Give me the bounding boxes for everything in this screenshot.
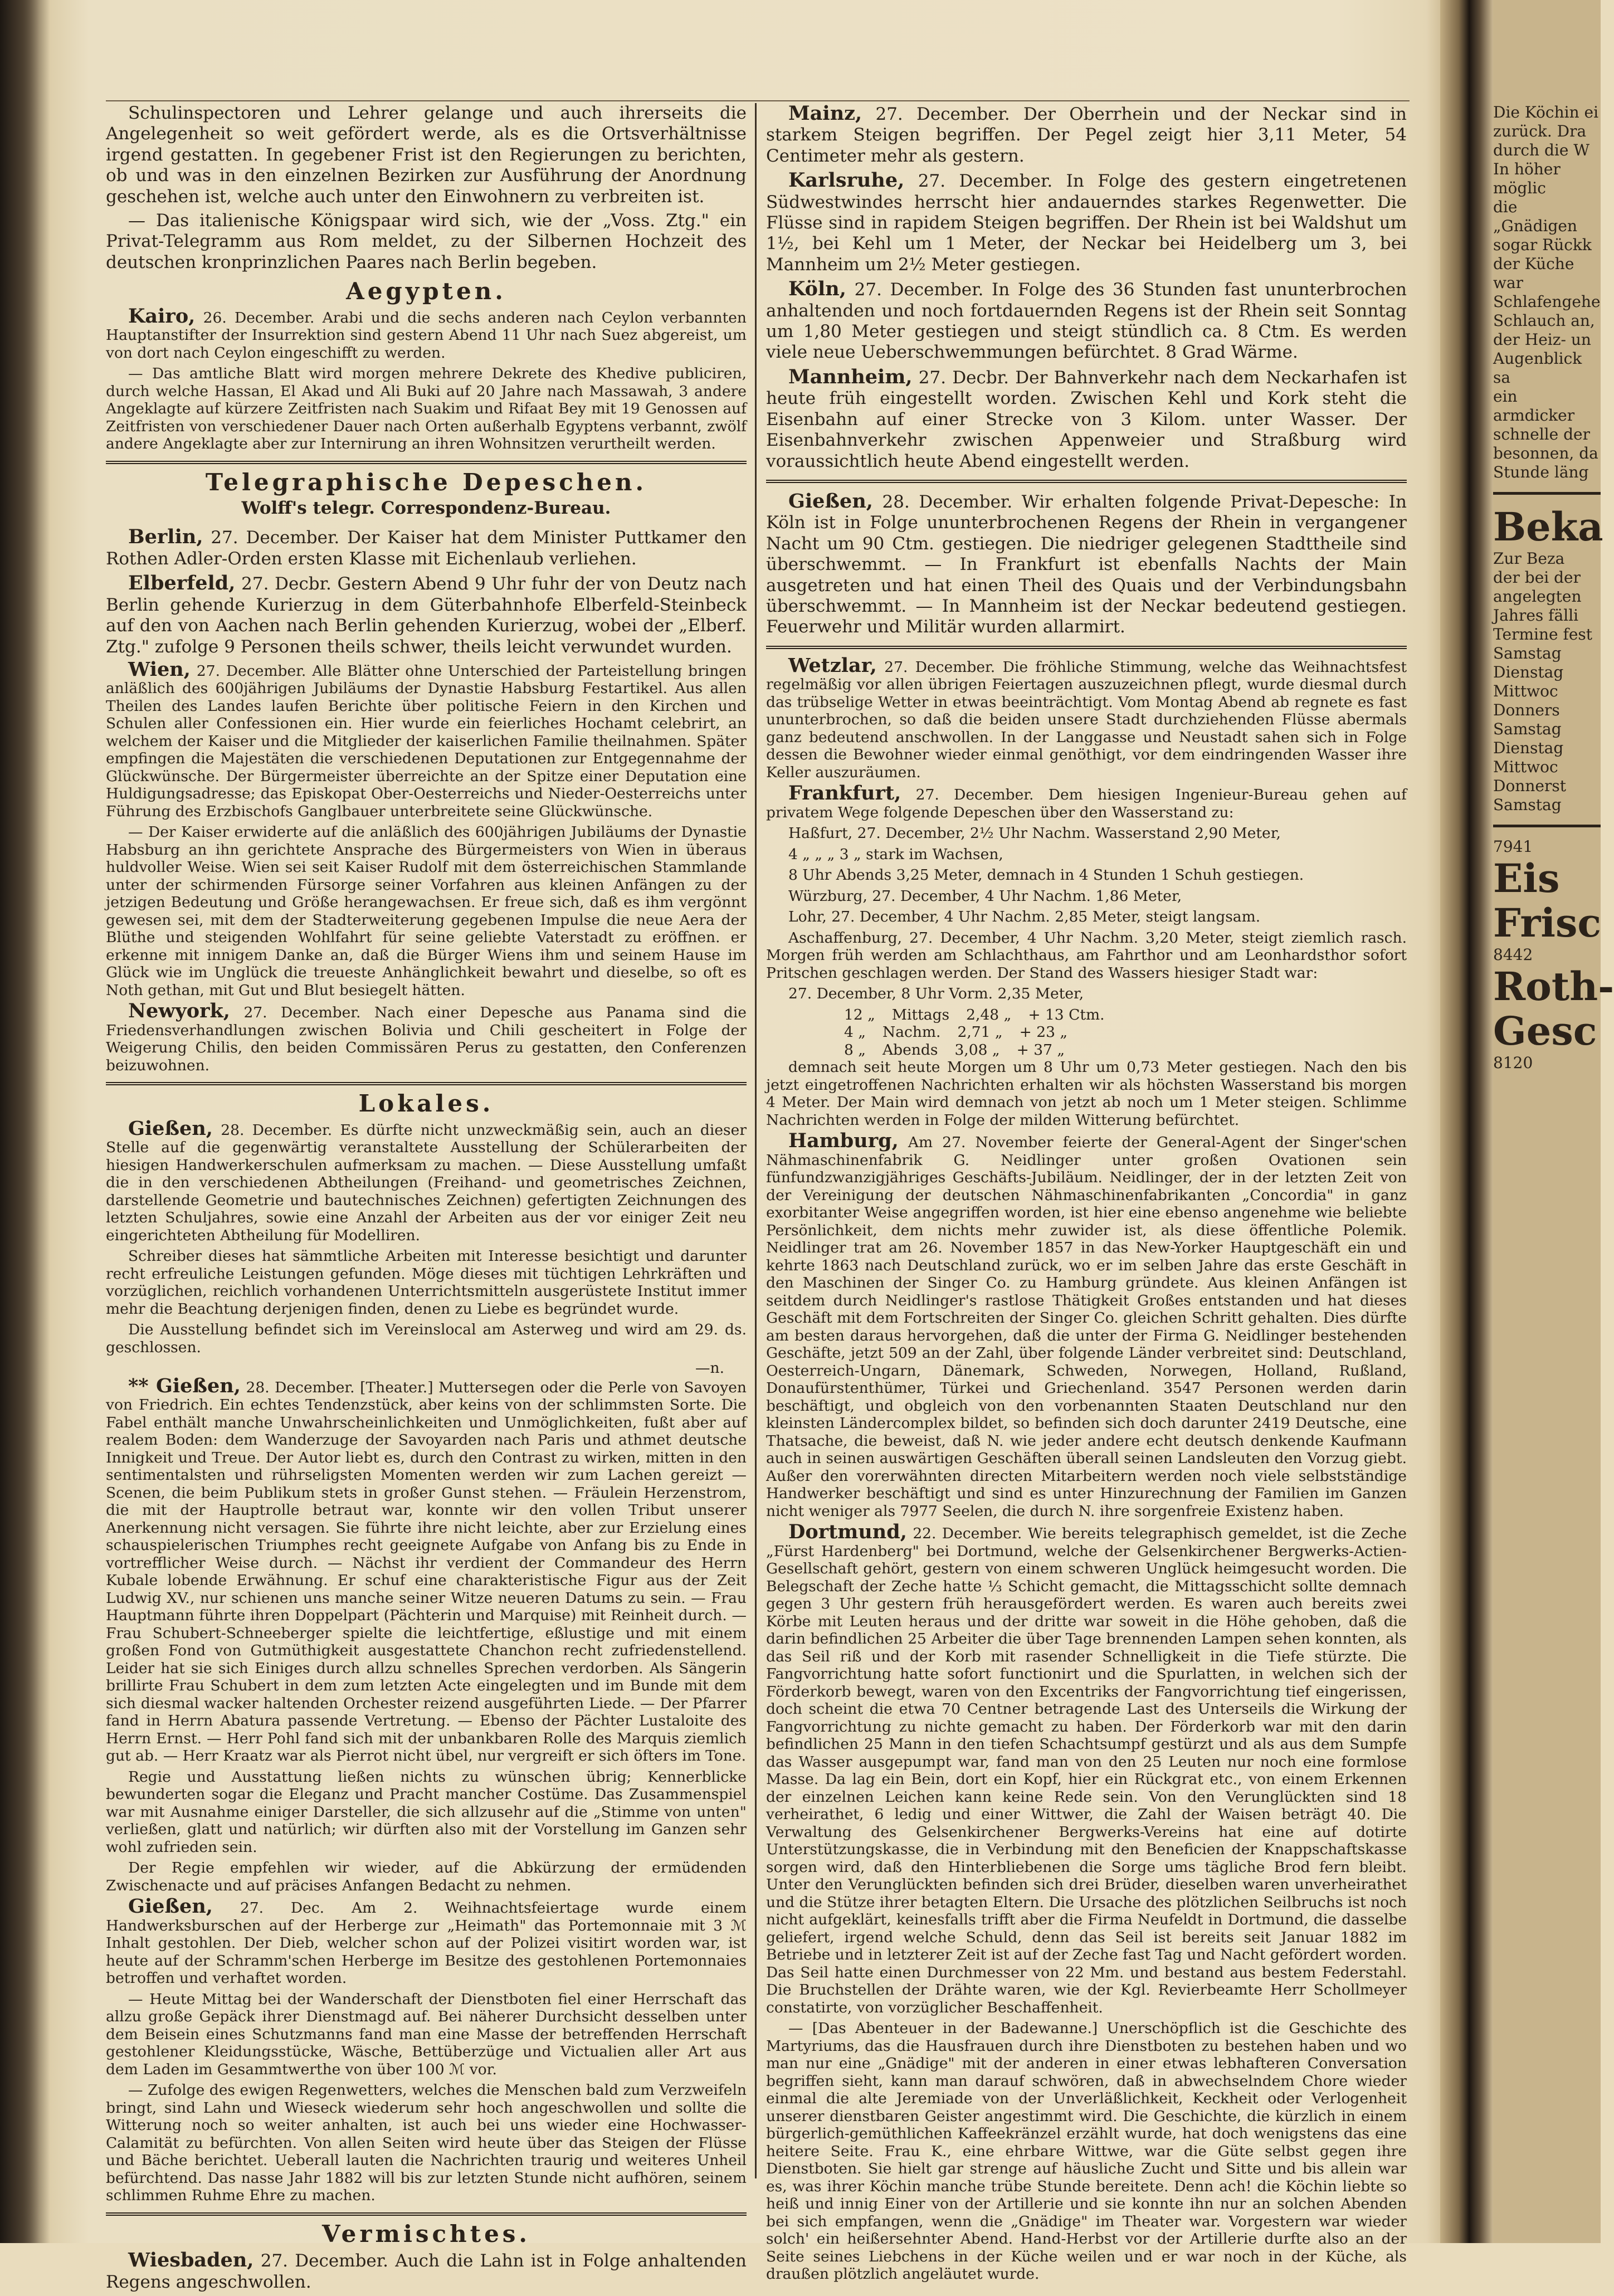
paragraph: Die Ausstellung befindet sich im Vereinslocal am Asterweg und wird am 29. ds. geschlossen. — [106, 1321, 747, 1356]
egypt-section — [106, 304, 747, 453]
water-line: 8 Uhr Abends 3,25 Meter, demnach in 4 Stunden 1 Schuh gestiegen. — [788, 866, 1304, 884]
table-cell: + 13 Ctm. — [1028, 1006, 1105, 1023]
section-divider — [106, 461, 747, 464]
place-name: Berlin, — [128, 525, 203, 549]
water-line: Haßfurt, 27. December, 2½ Uhr Nachm. Wasserstand 2,90 Meter, — [788, 825, 1281, 842]
water-line: Würzburg, 27. December, 4 Uhr Nachm. 1,86 Meter, — [788, 887, 1182, 905]
paragraph — [766, 170, 1407, 275]
paragraph: — Zufolge des ewigen Regenwetters, welches die Menschen bald zum Verzweifeln bringt, sind Lahn und Wieseck wiederum sehr hoch angeschwollen und sollte die Witterung noch so weiter anhalten, ist auch bei uns wieder eine Hochwasser-Calamität zu befürchten. Von allen Seiten wird heute über das Steigen der Flüsse und Bäche berichtet. Ueberall lauten die Nachrichten traurig und weiteres Unheil befürchtend. Das nasse Jahr 1882 will bis zur letzten Stunde nicht aufhören, seinem schlimmen Ruhme Ehre zu machen. — [106, 2081, 747, 2205]
fragment-line: Dienstag — [1493, 739, 1564, 757]
fragment-number: 7941 — [1493, 837, 1533, 856]
fragment-line: Donnerst — [1493, 777, 1566, 795]
paragraph — [106, 1117, 747, 1245]
fragment-number: 8442 — [1493, 945, 1533, 964]
fragment-rule — [1493, 492, 1601, 495]
place-name: Gießen, — [128, 1895, 213, 1918]
place-name: Wiesbaden, — [128, 2249, 254, 2272]
water-line: 4 „ „ „ 3 „ stark im Wachsen, — [788, 845, 1003, 863]
fragment-heading: Beka — [1493, 504, 1603, 550]
paragraph-text: 28. December. [Theater.] Muttersegen oder die Perle von Savoyen von Friedrich. Ein echtes Tendenzstück, aber keins von der schlimmsten Sorte. Die Fabel enthält manche Unwahrscheinlichkeiten und Unmöglichkeiten, fußt aber auf realem Boden: dem Wanderzuge der Savoyarden nach Paris und athmet deutsche Innigkeit und Treue. Der Autor liebt es, durch den Contrast zu wirken, mitten in den sentimentalsten und rührseligsten Momenten werden wir zum Lachen gereizt — Scenen, die beim Publikum stets in großer Gunst stehen. — Fräulein Herzenstrom, die mit der Hauptrolle betraut war, konnte wir den vollen Tribut unserer Anerkennung nicht versagen. Sie führte ihre nicht leichte, aber zur Erzielung eines schauspielerischen Triumphes recht geeignete Aufgabe von Anfang bis zu Ende in vortrefflicher Weise durch. — Nächst ihr verdient der Commandeur des Herrn Kubale lobende Erwähnung. Er schuf eine charakteristische Figur aus der Zeit Ludwig XV., nur schienen uns manche seiner Witze neueren Datums zu sein. — Frau Hauptmann führte ihren Doppelpart (Pächterin und Marquise) mit Reinheit durch. — Frau Schubert-Schneeberger spielte die leichtfertige, eßlustige und mit einem großen Fond von Gutmüthigkeit ausgestattete Chanchon recht zufriedenstellend. Leider hat sie sich Einiges durch allzu schnelles Sprechen verdorben. Als Sängerin brillirte Frau Schubert in dem zum letzten Acte eingelegten und im Bunde mit dem sich diesmal wacker haltenden Orchester reizend ausgeführten Liede. — Der Pfarrer fand in Herrn Abatura passende Vertretung. — Ebenso der Pächter Lustaloite des Herrn Ernst. — Herr Pohl fand sich mit der unbankbaren Rolle des Marquis ziemlich gut ab. — Herr Kraatz war als Pierrot nicht übel, nur vergreift er sich öfters im Tone. — [106, 1378, 747, 1765]
place-name: Köln, — [788, 277, 846, 301]
table-cell: 12 „ — [844, 1006, 875, 1023]
fragment-line: Augenblick sa — [1493, 349, 1582, 387]
paragraph — [106, 527, 747, 569]
place-name: Dortmund, — [788, 1520, 907, 1544]
fragment-line: durch die W — [1493, 141, 1590, 159]
water-level-report — [766, 825, 1407, 1059]
intro-section — [106, 103, 747, 273]
paragraph-text: 26. December. Arabi und die sechs anderen nach Ceylon verbannten Hauptanstifter der Insurrektion sind gestern Abend 11 Uhr nach Suez abgereist, um von dort nach Ceylon eingeschifft zu werden. — [106, 309, 747, 362]
place-name: Gießen, — [128, 1117, 213, 1140]
paragraph-text: 27. December. Dem hiesigen Ingenieur-Bureau gehen auf privatem Wege folgende Depeschen über den Wasserstand zu: — [766, 786, 1407, 821]
vermischtes-heading: Vermischtes. — [321, 2220, 531, 2248]
fragment-line: Mittwoc — [1493, 758, 1558, 776]
paragraph-text: 27. Decbr. Gestern Abend 9 Uhr fuhr der von Deutz nach Berlin gehende Kurierzug in dem Güterbahnhofe Elberfeld-Steinbeck auf den von Aachen nach Berlin gehenden Kurierzug, wobei der „Elberf. Ztg." zufolge 9 Personen theils schwer, theils leicht verwundet wurden. — [106, 574, 747, 657]
fragment-line: sogar Rückk — [1493, 236, 1592, 254]
place-name: Wetzlar, — [788, 654, 877, 677]
paragraph — [106, 657, 747, 821]
paragraph: — Heute Mittag bei der Wanderschaft der Dienstboten fiel einer Herrschaft das allzu große Gepäck ihrer Dienstmagd auf. Bei näherer Durchsicht desselben unter dem Beisein eines Schutzmanns fand man eine Masse der betreffenden Herrschaft gestohlener Kleidungsstücke, Wäsche, Bettüberzüge und Victualien aller Art aus dem Laden im Gesammtwerthe von über 100 ℳ vor. — [106, 1990, 747, 2078]
paragraph — [766, 103, 1407, 167]
telegraph-small-print — [106, 657, 747, 1075]
top-rule — [106, 100, 1410, 101]
paragraph-text: 28. December. Es dürfte nicht unzweckmäßig sein, auch an dieser Stelle auf die gegenwärtig veranstaltete Ausstellung der Schülerarbeiten der hiesigen Handwerkerschulen aufmerksam zu machen. — Diese Ausstellung umfaßt die in den verschiedenen Abtheilungen (Freihand- und geometrisches Zeichnen, darstellende Geometrie und bautechnisches Zeichnen) gefertigten Zeichnungen des letzten Schuljahres, sowie eine Anzahl der Arbeiten aus der vor einiger Zeit neu eingerichteten Abtheilung für Modelliren. — [106, 1121, 747, 1244]
fragment-line: zurück. Dra — [1493, 122, 1587, 140]
place-name: Gießen, — [788, 489, 873, 513]
fragment-line: Schlafengehe — [1493, 293, 1601, 311]
fragment-line: Stunde läng — [1493, 463, 1589, 481]
fragment-heading: Roth- — [1493, 963, 1614, 1010]
paragraph: — [Das Abenteuer in der Badewanne.] Unerschöpflich ist die Geschichte des Martyriums, das die Hausfrauen durch ihre Dienstboten zu bestehen haben und wo man nur eine „Gnädige" mit der anderen in einer etwas lebhafteren Conversation begriffen sieht, kann man darauf schwören, daß in abwechselndem Chore wieder einmal die alte Jeremiade von der Unverläßlichkeit, Keckheit oder Verlogenheit unserer dienstbaren Geister angestimmt wird. Die Geschichte, die kürzlich in einem bürgerlich-gemüthlichen Kaffeekränzel erzählt wurde, hat doch wenigstens das eine heitere Seite. Frau K., eine ehrbare Wittwe, war die Güte selbst gegen ihre Dienstboten. Sie hielt gar strenge auf häusliche Zucht und Sitte und bis allein war es, was ihrer Köchin manche trübe Stunde bereitete. Denn ach! die Köchin liebte so heiß und innig Einer von der Artillerie und sie konnte ihn nur an solchen Abenden bei sich empfangen, wenn die „Gnädige" im Theater war. Vorgestern war wieder solch' ein heißersehnter Abend. Hand-Herbst vor der Artillerie durfte also an der Seite seines Liebchens in der Küche weilen und er war noch in der Küche, als draußen plötzlich angeläutet wurde. — [766, 2020, 1407, 2283]
paragraph — [766, 367, 1407, 472]
paragraph — [766, 491, 1407, 638]
page-left-edge — [0, 0, 50, 2243]
paragraph — [106, 1895, 747, 1987]
paragraph-text: 27. December. Nach einer Depesche aus Panama sind die Friedensverhandlungen zwischen Bolivia und Chili gescheitert in Folge der Weigerung Chilis, den beiden Commissären Perus zu gestatten, den Conferenzen beizuwohnen. — [106, 1004, 747, 1074]
fragment-heading: Gesc — [1493, 1008, 1597, 1054]
water-table-row — [766, 1041, 1407, 1059]
fragment-number: 8120 — [1493, 1054, 1533, 1072]
section-divider — [106, 2212, 747, 2216]
fragment-line: Donners — [1493, 701, 1560, 719]
paragraph: — Das italienische Königspaar wird sich, wie der „Voss. Ztg." ein Privat-Telegramm aus Rom meldet, zu der Silbernen Hochzeit des deutschen kronprinzlichen Paares nach Berlin begeben. — [106, 211, 747, 272]
table-cell: 3,08 „ — [954, 1041, 1000, 1059]
right-column — [766, 103, 1407, 2287]
telegraph-section — [106, 527, 747, 1074]
paragraph-text: 28. December. Wir erhalten folgende Privat-Depesche: In Köln ist in Folge ununterbrochenen Regens der Rhein in vergangener Nacht um 90 Ctm. gestiegen. Die niedriger gelegenen Stadttheile sind überschwemmt. — In Frankfurt ist ebenfalls Nachts der Main ausgetreten und hat einen Theil des Quais und der Verbindungsbahn überschwemmt. — In Mannheim ist der Neckar bedeutend gestiegen. Feuerwehr und Militär wurden allarmirt. — [766, 491, 1407, 637]
table-cell: 8 „ — [844, 1041, 866, 1059]
table-cell: 2,48 „ — [966, 1006, 1012, 1023]
page-binding-gutter — [1440, 0, 1493, 2243]
place-name: Wien, — [128, 657, 191, 681]
flood-section — [766, 103, 1407, 472]
paragraph — [106, 1374, 747, 1765]
place-name: Hamburg, — [788, 1129, 899, 1153]
fragment-rule — [1493, 825, 1601, 827]
lokales-section — [106, 1117, 747, 2205]
table-cell: Nachm. — [882, 1023, 941, 1041]
section-divider — [106, 1082, 747, 1085]
paragraph — [766, 1129, 1407, 1520]
egypt-heading: Aegypten. — [346, 277, 506, 305]
fragment-line: Jahres fälli — [1493, 606, 1579, 625]
table-cell: + 23 „ — [1019, 1023, 1068, 1041]
paragraph — [106, 2250, 747, 2293]
fragment-line: der Heiz- un — [1493, 330, 1591, 349]
fragment-line: Die Köchin ei — [1493, 103, 1599, 121]
water-table-row — [766, 1006, 1407, 1024]
section-divider — [766, 646, 1407, 649]
water-line: 27. December, 8 Uhr Vorm. 2,35 Meter, — [788, 985, 1084, 1003]
author-signature: —n. — [695, 1359, 724, 1377]
paragraph: Der Regie empfehlen wir wieder, auf die Abkürzung der ermüdenden Zwischenacte und auf präcises Anfangen Bedacht zu nehmen. — [106, 1859, 747, 1894]
paragraph-text: 27. December. Der Kaiser hat dem Minister Puttkamer den Rothen Adler-Orden ersten Klasse mit Eichenlaub verliehen. — [106, 528, 747, 569]
fragment-line: schnelle der — [1493, 425, 1590, 443]
water-table-row — [766, 1023, 1407, 1041]
fragment-line: In höher möglic — [1493, 160, 1561, 197]
paragraph-text: 27. Decbr. Der Bahnverkehr nach dem Neckarhafen ist heute früh eingestellt worden. Zwischen Kehl und Kork steht die Eisenbahn auf einer Strecke von 3 Kilom. unter Wasser. Der Eisenbahnverkehr zwischen Appenweier und Straßburg wird voraussichtlich heute Abend eingestellt werden. — [766, 367, 1407, 471]
section-divider — [766, 480, 1407, 483]
paragraph: demnach seit heute Morgen um 8 Uhr um 0,73 Meter gestiegen. Nach den bis jetzt eingetroffenen Nachrichten erhalten wir als höchsten Wasserstand bis morgen 4 Meter. Der Main wird demnach von jetzt ab noch um 1 Meter steigen. Schlimme Nachrichten werden in Folge der milden Witterung befürchtet. — [766, 1059, 1407, 1129]
place-name: Newyork, — [128, 1000, 230, 1023]
telegraph-heading: Telegraphische Depeschen. — [205, 468, 647, 496]
fragment-line: Samstag — [1493, 796, 1562, 814]
place-name: ** Gießen, — [128, 1374, 241, 1397]
column-divider — [755, 103, 757, 2178]
paragraph-text: 27. December. In Folge des 36 Stunden fast ununterbrochen anhaltenden und noch fortdauernden Regens ist der Rhein seit Sonntag um 1,80 Meter gestiegen und steigt stündlich ca. 8 Ctm. Es werden viele neue Ueberschwemmungen befürchtet. 8 Grad Wärme. — [766, 280, 1407, 363]
paragraph-text: Am 27. November feierte der General-Agent der Singer'schen Nähmaschinenfabrik G. Neidlinger unter großen Ovationen sein fünfundzwanzigjähriges Geschäfts-Jubiläum. Neidlinger, der in der letzten Zeit von der Vereinigung der deutschen Nähmaschinenfabrikanten „Concordia" in ganz exorbitanter Weise angegriffen worden, ist hier eine ebenso angenehme wie beliebte Persönlichkeit, dem nichts mehr zuwider ist, als diese öffentliche Polemik. Neidlinger trat am 26. November 1857 in das New-Yorker Hauptgeschäft ein und kehrte 1863 nach Deutschland zurück, wo er im selben Jahre das erste Geschäft in den Maschinen der Singer Co. zu Hamburg gründete. Aus kleinen Anfängen ist seitdem durch Neidlinger's rastlose Thätigkeit Großes entstanden und hat dieses Geschäft mit dem Fortschreiten der Singer Co. gleichen Schritt gehalten. Dies dürfte am besten daraus hervorgehen, daß die unter der Firma G. Neidlinger bestehenden Geschäfte, jetzt 509 an der Zahl, über folgende Länder verbreitet sind: Deutschland, Oesterreich-Ungarn, Dänemark, Schweden, Norwegen, Holland, Rußland, Donaufürstenthümer, Türkei und Griechenland. 3547 Personen werden darin beschäftigt, und obgleich von den vorbenannten Staaten Deutschland nur den kleinsten Ländercomplex bildet, so befinden sich doch darunter 2419 Deutsche, eine Thatsache, die beweist, daß N. wie jeder andere echt deutsch denkende Kaufmann auch in seinen auswärtigen Geschäften überall seinen Landsleuten den Vorzug giebt. Außer den vorerwähnten directen Mitarbeitern werden noch viele selbstständige Handwerker beschäftigt und sind es unter Hinzurechnung der Familien im Ganzen nicht weniger als 7977 Seelen, die durch N. ihre sorgenfreie Existenz haben. — [766, 1134, 1407, 1520]
paragraph-text: 27. December. Alle Blätter ohne Unterschied der Parteistellung bringen anläßlich des 600jährigen Jubiläums der Dynastie Habsburg Festartikel. Aus allen Theilen des Landes laufen Berichte über politische Feiern in den Kirchen und Schulen aller Confessionen ein. Hier wurde ein feierliches Hochamt celebrirt, an welchem der Kaiser und die Mitglieder der kaiserlichen Familie theilnahmen. Später empfingen die Majestäten die verschiedenen Deputationen zur Entgegennahme der Glückwünsche. Der Bürgermeister überreichte an der Spitze einer Deputation eine Huldigungsadresse; das Episkopat Ober-Oesterreichs und Nieder-Oesterreichs unter Führung des Erzbischofs Ganglbauer unterbreitete seine Glückwünsche. — [106, 662, 747, 820]
fragment-heading: Frisc — [1493, 900, 1601, 946]
place-name: Mainz, — [788, 102, 862, 125]
fragment-line: angelegten — [1493, 587, 1582, 606]
water-line: Lohr, 27. December, 4 Uhr Nachm. 2,85 Meter, steigt langsam. — [788, 908, 1261, 926]
fragment-line: Zur Beza — [1493, 549, 1565, 568]
paragraph: — Der Kaiser erwiderte auf die anläßlich des 600jährigen Jubiläums der Dynastie Habsburg an ihn gerichtete Ansprache des Bürgermeisters von Wien in überaus huldvoller Weise. Wien sei seit Kaiser Rudolf mit dem österreichischen Stammlande unter der schirmenden Fürsorge seiner Vorfahren aus kleinen Anfängen zu der jetzigen Bedeutung und Größe herangewachsen. Er freue sich, daß es ihm vergönnt gewesen sei, mit dem der Stadterweiterung gegebenen Impulse die neue Aera der Blüthe und steigenden Wohlfahrt für seine geliebte Vaterstadt zu eröffnen. er erkenne mit innigem Danke an, daß die Bürger Wiens ihm und seinem Hause im Glück wie im Unglück die treueste Anhänglichkeit bewahrt und dieselbe, so oft es Noth gethan, mit Gut und Blut besiegelt hätten. — [106, 823, 747, 999]
paragraph: Schreiber dieses hat sämmtliche Arbeiten mit Interesse besichtigt und darunter recht erfreuliche Leistungen gefunden. Möge dieses mit tüchtigen Lehrkräften und vorzüglichen, reichlich vorhandenen Unterrichtsmitteln ausgerüstete Institut immer mehr die Beachtung derjenigen finden, denen zu Liebe es begründet wurde. — [106, 1247, 747, 1318]
place-name: Mannheim, — [788, 365, 913, 388]
table-cell: 2,71 „ — [957, 1023, 1003, 1041]
fragment-line: Mittwoc — [1493, 682, 1558, 700]
fragment-line: ein armdicker — [1493, 387, 1575, 425]
table-cell: Mittags — [891, 1006, 950, 1023]
place-name: Elberfeld, — [128, 572, 236, 595]
paragraph: Schulinspectoren und Lehrer gelange und auch ihrerseits die Angelegenheit so weit gefördert werde, als es die Ortsverhältnisse irgend gestatten. In gegebener Frist ist den Regierungen zu berichten, ob und was in den einzelnen Bezirken zur Ausführung der Anordnung geschehen ist, welche auch unter den Einwohnern zu verbreiten ist. — [106, 103, 747, 207]
paragraph-text: 27. December. Der Oberrhein und der Neckar sind in starkem Steigen begriffen. Der Pegel zeigt hier 3,11 Meter, 54 Centimeter mehr als gestern. — [766, 104, 1407, 166]
fragment-line: die „Gnädigen — [1493, 198, 1578, 235]
fragment-heading: Eis — [1493, 855, 1560, 901]
paragraph — [766, 784, 1407, 821]
paragraph — [766, 1520, 1407, 2016]
fragment-line: Samstag — [1493, 644, 1562, 662]
paragraph — [106, 1002, 747, 1074]
table-cell: + 37 „ — [1016, 1041, 1065, 1059]
fragment-line: der bei der — [1493, 568, 1581, 587]
paragraph: Regie und Ausstattung ließen nichts zu wünschen übrig; Kennerblicke bewunderten sogar die Eleganz und Pracht mancher Costüme. Das Zusammenspiel war mit Ausnahme einiger Darsteller, die sich allzusehr auf die „Stimme von unten" verließen, glatt und natürlich; wir dürften also mit der Vorstellung im Ganzen sehr wohl zufrieden sein. — [106, 1768, 747, 1856]
paragraph-text: 22. December. Wie bereits telegraphisch gemeldet, ist die Zeche „Fürst Hardenberg" bei Dortmund, welche der Gelsenkirchener Bergwerks-Actien-Gesellschaft gehört, gestern von einem schweren Unglück heimgesucht worden. Die Belegschaft der Zeche hatte ⅓ Schicht gemacht, die Mittagsschicht sollte demnach gegen 3 Uhr gestern früh herausgefördert werden. Es waren auch bereits zwei Körbe mit Leuten heraus und der dritte war soweit in die Höhe gehoben, daß die darin befindlichen 25 Arbeiter die über Tage brennenden Lampen sehen konnten, als das Seil riß und der Korb mit rasender Schnelligkeit in die Tiefe stürzte. Die Fangvorrichtung hatte sofort functionirt und die Spurlatten, in welchen sich der Förderkorb bewegt, waren von den Excentriks der Fangvorrichtung tief eingerissen, doch scheint die etwa 70 Centner betragende Last des Unterseils die Wirkung der Fangvorrichtung zu nichte gemacht zu haben. Der Förderkorb war mit den darin befindlichen 25 Mann in den tiefen Schachtsumpf gestürzt und als aus dem Sumpfe das Wasser ausgepumpt war, fand man von den 25 Leuten nur noch eine formlose Masse. Da lag ein Bein, dort ein Kopf, hier ein Rückgrat etc., von einem Erkennen der einzelnen Leichen kann keine Rede sein. Von den Verunglückten sind 18 verheirathet, 6 ledig und einer Wittwer, die Zahl der Waisen beträgt 40. Die Verwaltung des Gelsenkirchener Bergwerks-Vereins hat eine auf dotirte Unterstützungskasse, die in Verbindung mit den Beneficien der Knappschaftskasse sorgen wird, daß den Hinterbliebenen die Sorge ums tägliche Brod fern bleibt. Unter den Verunglückten befinden sich drei Brüder, dieselben waren unverheirathet und die Stütze ihrer betagten Eltern. Die Ursache des plötzlichen Seilbruchs ist noch nicht aufgeklärt, keinesfalls trifft aber die Firma Neufeldt in Dortmund, die dasselbe geliefert, irgend welche Schuld, denn das Seil ist bereits seit Januar 1882 im Betriebe und in letzterer Zeit ist auf der Zeche fast Tag und Nacht gefördert worden. Das Seil hatte einen Durchmesser von 22 Mm. und bestand aus bestem Federstahl. Die Bruchstellen der Drähte waren, wie der Kgl. Revierbeamte Herr Schollmeyer constatirte, von vorzüglicher Beschaffenheit. — [766, 1525, 1407, 2016]
left-column — [106, 103, 747, 2296]
lokales-heading: Lokales. — [358, 1090, 494, 1118]
fragment-line: der Küche war — [1493, 255, 1574, 292]
table-cell: 4 „ — [844, 1023, 866, 1041]
telegraph-subheading: Wolff's telegr. Correspondenz-Bureau. — [241, 498, 611, 519]
paragraph-text: 27. December. Auch die Lahn ist in Folge anhaltenden Regens angeschwollen. — [106, 2251, 747, 2292]
paragraph — [766, 654, 1407, 782]
fragment-line: besonnen, da — [1493, 444, 1598, 462]
fragment-line: Schlauch an, — [1493, 311, 1595, 330]
water-line: Aschaffenburg, 27. December, 4 Uhr Nachm. 3,20 Meter, steigt ziemlich rasch. Morgen früh werden am Schlachthaus, am Fahrthor und am Leonhardsthor sofort Pritschen geschlagen werden. Der Stand des Wassers hiesiger Stadt war: — [766, 929, 1407, 982]
paragraph — [766, 279, 1407, 363]
place-name: Frankfurt, — [788, 782, 901, 805]
paragraph-text: 27. December. In Folge des gestern eingetretenen Südwestwindes herrscht hier andauerndes starkes Regenwetter. Die Flüsse sind in rapidem Steigen begriffen. Der Rhein ist bei Waldshut um 1½, bei Kehl um 1 Meter, der Neckar bei Heidelberg um 3, bei Mannheim um 2½ Meter gestiegen. — [766, 171, 1407, 275]
fragment-line: Dienstag — [1493, 663, 1564, 681]
far-right-column-fragment — [1493, 103, 1614, 1073]
paragraph-text: 27. December. Die fröhliche Stimmung, welche das Weihnachtsfest regelmäßig vor allen übrigen Feiertagen auszuzeichnen pflegt, wurde diesmal durch das trübselige Wetter in etwas beeinträchtigt. Vom Montag Abend ab regnete es fast ununterbrochen, so daß die beiden unsere Stadt durchziehenden Flüsse abermals ganz bedeutend anschwollen. In der Langgasse und Neustadt sahen sich in Folge dessen die Bewohner wieder einmal genöthigt, vor dem eindringenden Wasser ihre Keller auszuräumen. — [766, 658, 1407, 781]
paragraph: — Das amtliche Blatt wird morgen mehrere Dekrete des Khedive publiciren, durch welche Hassan, El Akad und Ali Buki auf 20 Jahre nach Massawah, 3 andere Angeklagte auf kürzere Zeitfristen nach Suakim und Rifaat Bey mit 19 Genossen auf Zeitfristen von verschiedener Dauer nach Orten außerhalb Egyptens verbannt, zwölf andere Angeklagte aber zur Internirung an ihren Wohnsitzen verurtheilt werden. — [106, 365, 747, 453]
paragraph-text: 27. Dec. Am 2. Weihnachtsfeiertage wurde einem Handwerksburschen auf der Herberge zur „Heimath" das Portemonnaie mit 3 ℳ Inhalt gestohlen. Der Dieb, welcher schon auf der Polizei visitirt worden war, ist heute auf der Schramm'schen Herberge im Besitze des gestohlenen Portemonnaies betroffen und verhaftet worden. — [106, 1899, 747, 1987]
place-name: Karlsruhe, — [788, 169, 905, 192]
paragraph — [106, 573, 747, 657]
news-small-print — [766, 654, 1407, 2283]
place-name: Kairo, — [128, 304, 196, 328]
paragraph — [106, 304, 747, 362]
vermischtes-section — [106, 2250, 747, 2293]
fragment-line: Termine fest — [1493, 625, 1593, 644]
table-cell: Abends — [882, 1041, 938, 1059]
fragment-line: Samstag — [1493, 720, 1562, 738]
